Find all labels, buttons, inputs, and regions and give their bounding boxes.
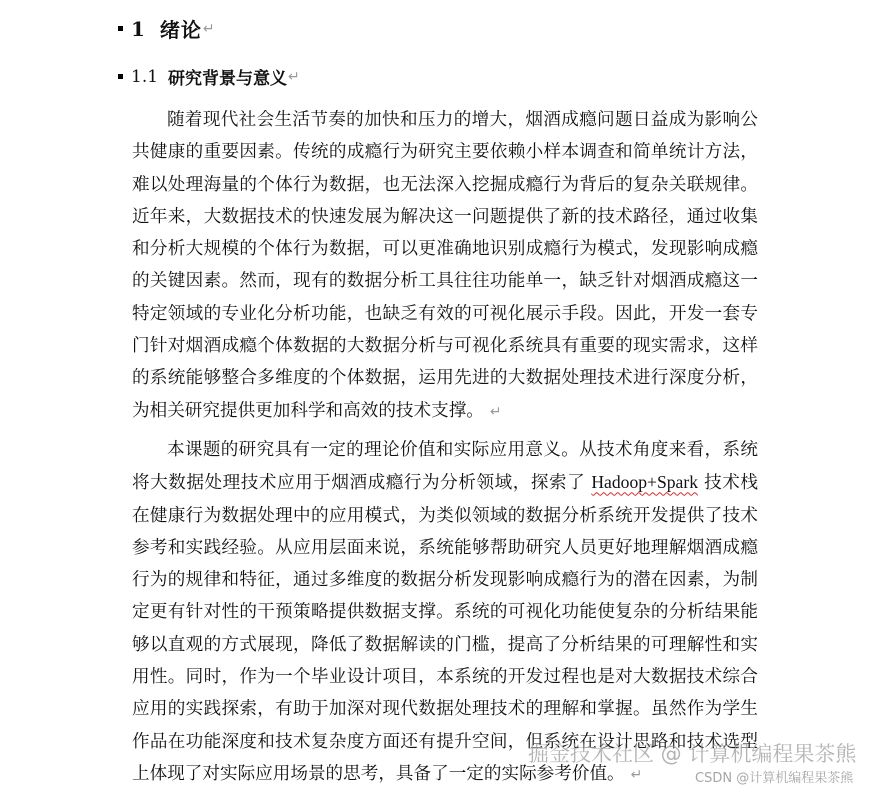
paragraph-line-text: 上体现了对实际应用场景的思考，具备了一定的实际参考价值。 [132,763,625,784]
heading-1 [118,14,215,43]
paragraph-line: 够以直观的方式展现，降低了数据解读的门槛，提高了分析结果的可理解性和实 [132,634,758,655]
spellcheck-flagged-word[interactable]: Hadoop+Spark [591,472,699,493]
paragraph-mark-icon: ↵ [630,766,643,783]
paragraph-line: 共健康的重要因素。传统的成瘾行为研究主要依赖小样本调查和简单统计方法， [132,142,758,163]
paragraph-mark-icon: ↵ [202,20,215,37]
heading-2 [118,64,300,89]
paragraph-line: 应用的实践探索，有助于加深对现代数据处理技术的理解和掌握。虽然作为学生 [132,699,758,720]
paragraph-line: 近年来，大数据技术的快速发展为解决这一问题提供了新的技术路径，通过收集 [132,206,758,227]
paragraph-line-text: 将大数据处理技术应用于烟酒成瘾行为分析领域，探索了 [132,473,592,494]
heading-1-number: 1 [131,16,146,41]
heading-bullet-icon [118,74,123,79]
paragraph-line: 的关键因素。然而，现有的数据分析工具往往功能单一，缺乏针对烟酒成瘾这一 [132,271,758,292]
paragraph-line-text: 为相关研究提供更加科学和高效的技术支撑。 [132,400,484,421]
paragraph-line: 的系统能够整合多维度的个体数据，运用先进的大数据处理技术进行深度分析， [132,368,758,389]
paragraph-background [132,104,758,428]
paragraph-last-line [132,395,758,428]
paragraph-line: 和分析大规模的个体行为数据，可以更准确地识别成瘾行为模式，发现影响成瘾 [132,239,758,260]
watermark-csdn: CSDN @计算机编程果茶熊 [695,771,854,786]
heading-bullet-icon [118,26,123,31]
paragraph-line: 作品在功能深度和技术复杂度方面还有提升空间，但系统在设计思路和技术选型 [132,731,758,752]
heading-2-number: 1.1 [131,66,159,87]
paragraph-mark-icon: ↵ [288,68,300,85]
paragraph-line: 在健康行为数据处理中的应用模式，为类似领域的数据分析系统开发提供了技术 [132,505,758,526]
paragraph-line: 本课题的研究具有一定的理论价值和实际应用意义。从技术角度来看，系统 [167,440,758,460]
paragraph-line: 用性。同时，作为一个毕业设计项目，本系统的开发过程也是对大数据技术综合 [132,667,758,688]
paragraph-line: 随着现代社会生活节奏的加快和压力的增大，烟酒成瘾问题日益成为影响公 [167,110,758,130]
paragraph-line-text: 技术栈 [698,473,758,494]
paragraph-line: 行为的规律和特征，通过多维度的数据分析发现影响成瘾行为的潜在因素，为制 [132,570,758,591]
paragraph-line: 门针对烟酒成瘾个体数据的大数据分析与可视化系统具有重要的现实需求，这样 [132,336,758,357]
heading-2-title: 研究背景与意义 [168,69,288,89]
paragraph-line-with-flag [132,466,758,499]
paragraph-line: 定更有针对性的干预策略提供数据支撑。系统的可视化功能使复杂的分析结果能 [132,602,758,623]
paragraph-line: 特定领域的专业化分析功能，也缺乏有效的可视化展示手段。因此，开发一套专 [132,303,758,324]
watermark-juejin: 掘金技术社区 @ 计算机编程果茶熊 [528,742,857,766]
heading-1-title: 绪论 [159,18,202,42]
paragraph-line: 难以处理海量的个体行为数据，也无法深入挖掘成瘾行为背后的复杂关联规律。 [132,174,758,195]
paragraph-line: 参考和实践经验。从应用层面来说，系统能够帮助研究人员更好地理解烟酒成瘾 [132,537,758,558]
paragraph-mark-icon: ↵ [489,403,502,420]
